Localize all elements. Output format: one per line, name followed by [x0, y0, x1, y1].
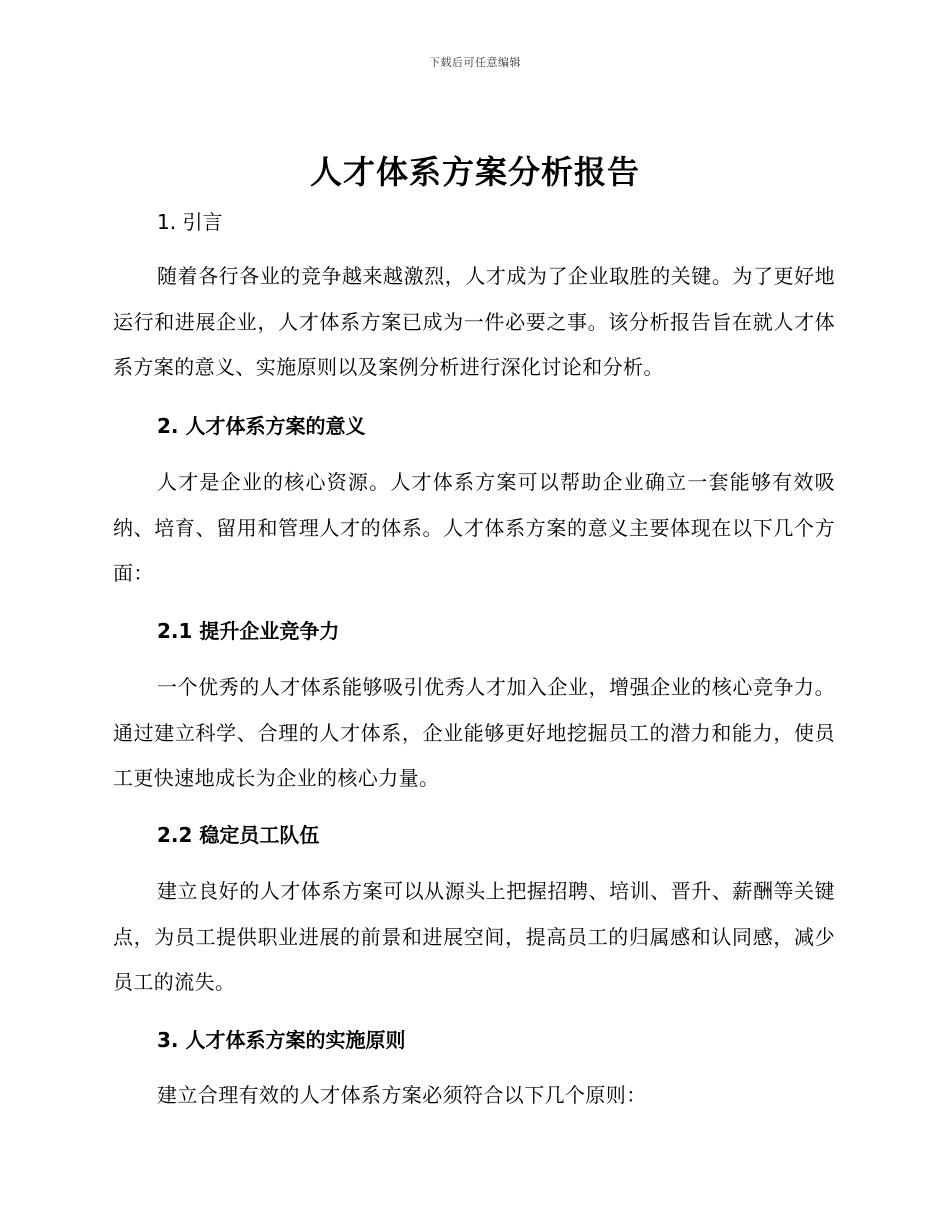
- subsection-heading-stable-workforce: 2.2 稳定员工队伍: [157, 823, 320, 847]
- paragraph-significance: 人才是企业的核心资源。人才体系方案可以帮助企业确立一套能够有效吸纳、培育、留用和管理人才的体系。人才体系方案的意义主要体现在以下几个方面：: [113, 470, 835, 585]
- section-heading-introduction: 1. 引言: [157, 210, 223, 234]
- section-heading-significance: 2. 人才体系方案的意义: [157, 414, 366, 438]
- subsection-heading-competitiveness: 2.1 提升企业竞争力: [157, 619, 340, 643]
- paragraph-principles: 建立合理有效的人才体系方案必须符合以下几个原则：: [157, 1083, 647, 1107]
- header-note: 下载后可任意编辑: [429, 56, 521, 69]
- paragraph-competitiveness: 一个优秀的人才体系能够吸引优秀人才加入企业，增强企业的核心竞争力。通过建立科学、合理的人才体系，企业能够更好地挖掘员工的潜力和能力，使员工更快速地成长为企业的核心力量。: [113, 675, 835, 790]
- paragraph-stable-workforce: 建立良好的人才体系方案可以从源头上把握招聘、培训、晋升、薪酬等关键点，为员工提供职业进展的前景和进展空间，提高员工的归属感和认同感，减少员工的流失。: [113, 879, 835, 994]
- document-title: 人才体系方案分析报告: [309, 153, 640, 191]
- section-heading-principles: 3. 人才体系方案的实施原则: [157, 1028, 406, 1052]
- paragraph-introduction: 随着各行各业的竞争越来越激烈，人才成为了企业取胜的关键。为了更好地运行和进展企业，人才体系方案已成为一件必要之事。该分析报告旨在就人才体系方案的意义、实施原则以及案例分析进行深化讨论和分析。: [113, 264, 835, 379]
